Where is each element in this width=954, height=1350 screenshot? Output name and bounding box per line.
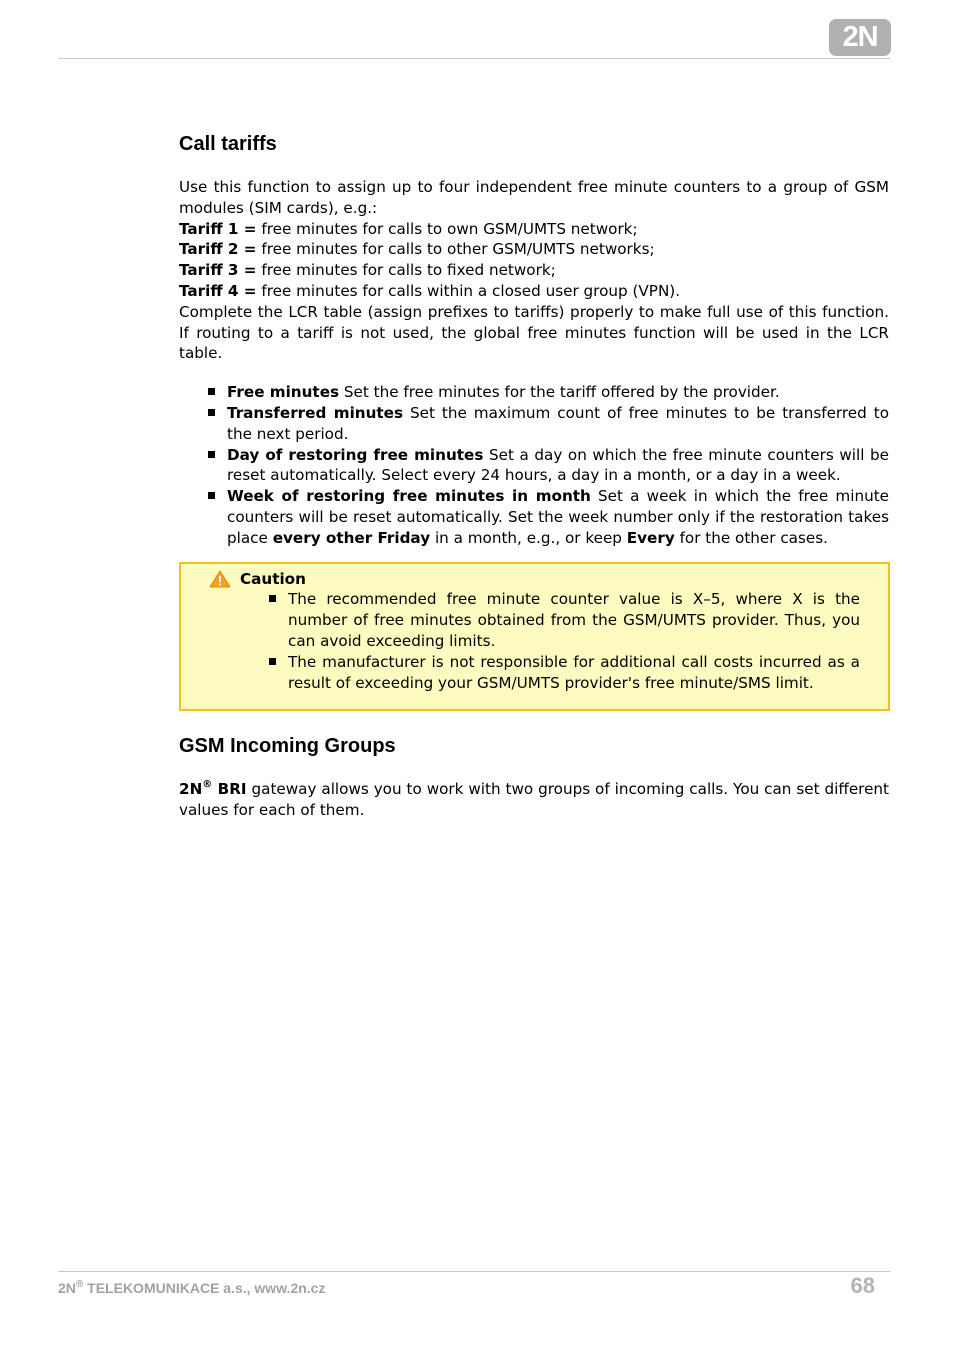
incoming-groups-paragraph: 2N® BRI gateway allows you to work with two groups of incoming calls. You can set different values for each of them. — [179, 779, 889, 820]
tariff-line: Tariff 4 = free minutes for calls within a closed user group (VPN). — [179, 281, 681, 300]
settings-bullet-list — [179, 382, 889, 548]
list-item: The manufacturer is not responsible for additional call costs incurred as a result of exceeding your GSM/UMTS provider's free minute/SMS limit. — [209, 652, 860, 694]
warning-icon — [209, 570, 231, 588]
caution-header — [209, 569, 860, 590]
caution-box — [179, 562, 890, 712]
intro-paragraph: Use this function to assign up to four independent free minute counters to a group of GSM modules (SIM cards), e.g.: — [179, 178, 889, 217]
tariff-line: Tariff 1 = free minutes for calls to own GSM/UMTS network; — [179, 219, 638, 238]
section-title-gsm-incoming-groups: GSM Incoming Groups — [179, 735, 396, 758]
outro-paragraph: Complete the LCR table (assign prefixes to tariffs) properly to make full use of this function. If routing to a tariff is not used, the global free minutes function will be used in the LCR table. — [179, 302, 889, 363]
tariff-list — [179, 219, 889, 302]
company-logo: 2N — [829, 19, 891, 56]
list-item: Day of restoring free minutes Set a day on which the free minute counters will be reset automatically. Select every 24 hours, a day in a month, or a day in a week. — [179, 445, 889, 487]
footer-rule — [58, 1271, 890, 1272]
footer-company: 2N® TELEKOMUNIKACE a.s., www.2n.cz — [58, 1279, 326, 1296]
caution-title: Caution — [240, 569, 306, 588]
list-item: Transferred minutes Set the maximum count of free minutes to be transferred to the next period. — [179, 403, 889, 445]
tariff-line: Tariff 3 = free minutes for calls to fixed network; — [179, 261, 556, 280]
list-item: Week of restoring free minutes in month Set a week in which the free minute counters will be reset automatically. Set the week number only if the restoration takes place every other Friday in a month, e.g., or keep Every for the other cases. — [179, 486, 889, 548]
page-content — [179, 130, 889, 821]
header-rule — [58, 58, 890, 59]
list-item: The recommended free minute counter value is X–5, where X is the number of free minutes obtained from the GSM/UMTS provider. Thus, you can avoid exceeding limits. — [209, 589, 860, 651]
caution-list — [209, 589, 860, 693]
section-title-call-tariffs: Call tariffs — [179, 133, 277, 155]
tariff-line: Tariff 2 = free minutes for calls to other GSM/UMTS networks; — [179, 240, 655, 259]
page-number: 68 — [850, 1273, 875, 1298]
list-item: Free minutes Set the free minutes for the tariff offered by the provider. — [179, 382, 889, 403]
